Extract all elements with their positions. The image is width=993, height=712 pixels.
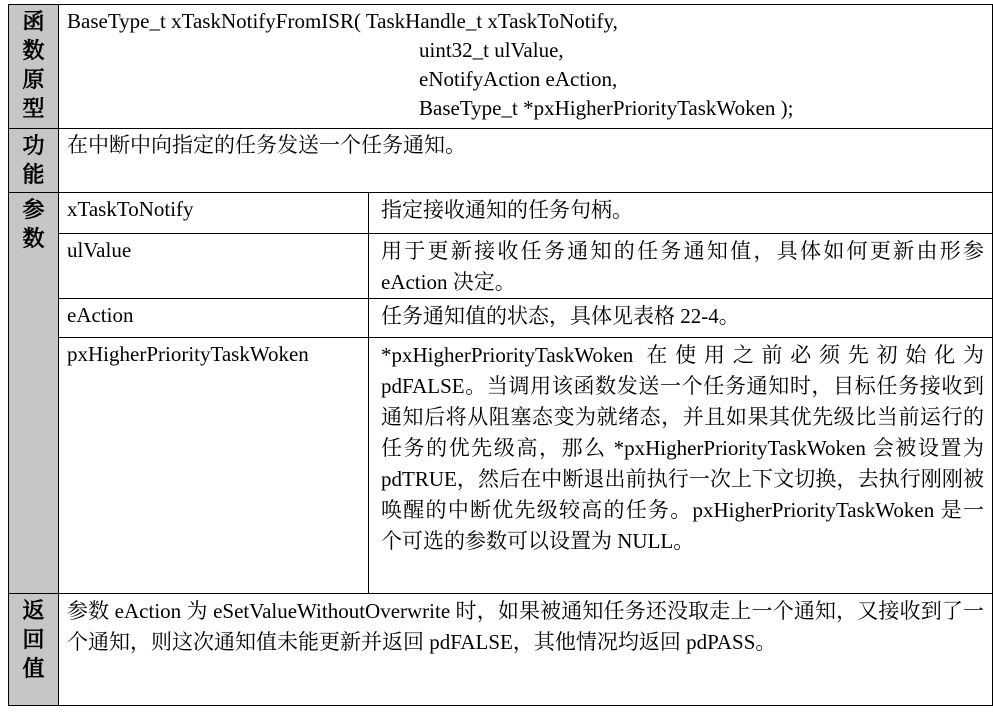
param-name: ulValue [59,234,369,299]
return-header: 返 回 值 [9,594,59,706]
prototype-code [59,5,993,129]
function-header: 功 能 [9,129,59,193]
param-row [9,234,993,299]
param-name: eAction [59,299,369,338]
params-header: 参 数 [9,193,59,594]
function-text: 在中断中向指定的任务发送一个任务通知。 [59,129,993,193]
param-row [9,299,993,338]
param-desc: *pxHigherPriorityTaskWoken 在使用之前必须先初始化为 pdFALSE。当调用该函数发送一个任务通知时，目标任务接收到通知后将从阻塞态变为就绪态，并且如果其优先级比当前运行的任务的优先级高，那么 *pxHigherPriorityTaskWoken 会被设置为 pdTRUE，然后在中断退出前执行一次上下文切换，去执行刚刚被唤醒的中断优先级较高的任务。pxHigherPriorityTaskWoken 是一个可选的参数可以设置为 NULL。 [369,338,993,594]
param-desc: 指定接收通知的任务句柄。 [369,193,993,234]
param-name: xTaskToNotify [59,193,369,234]
api-doc-table [8,4,993,706]
param-name: pxHigherPriorityTaskWoken [59,338,369,594]
param-row [9,338,993,594]
param-desc: 用于更新接收任务通知的任务通知值，具体如何更新由形参 eAction 决定。 [369,234,993,299]
param-desc: 任务通知值的状态，具体见表格 22-4。 [369,299,993,338]
prototype-line: uint32_t ulValue, [419,38,564,62]
prototype-line: eNotifyAction eAction, [419,67,618,91]
prototype-row [9,5,993,129]
return-row [9,594,993,706]
param-row [9,193,993,234]
prototype-line: BaseType_t xTaskNotifyFromISR( TaskHandle_t xTaskToNotify, [67,9,618,33]
function-row [9,129,993,193]
prototype-header: 函 数 原 型 [9,5,59,129]
prototype-line: BaseType_t *pxHigherPriorityTaskWoken ); [419,96,794,120]
return-text: 参数 eAction 为 eSetValueWithoutOverwrite 时，如果被通知任务还没取走上一个通知，又接收到了一个通知，则这次通知值未能更新并返回 pdFALSE，其他情况均返回 pdPASS。 [59,594,993,706]
